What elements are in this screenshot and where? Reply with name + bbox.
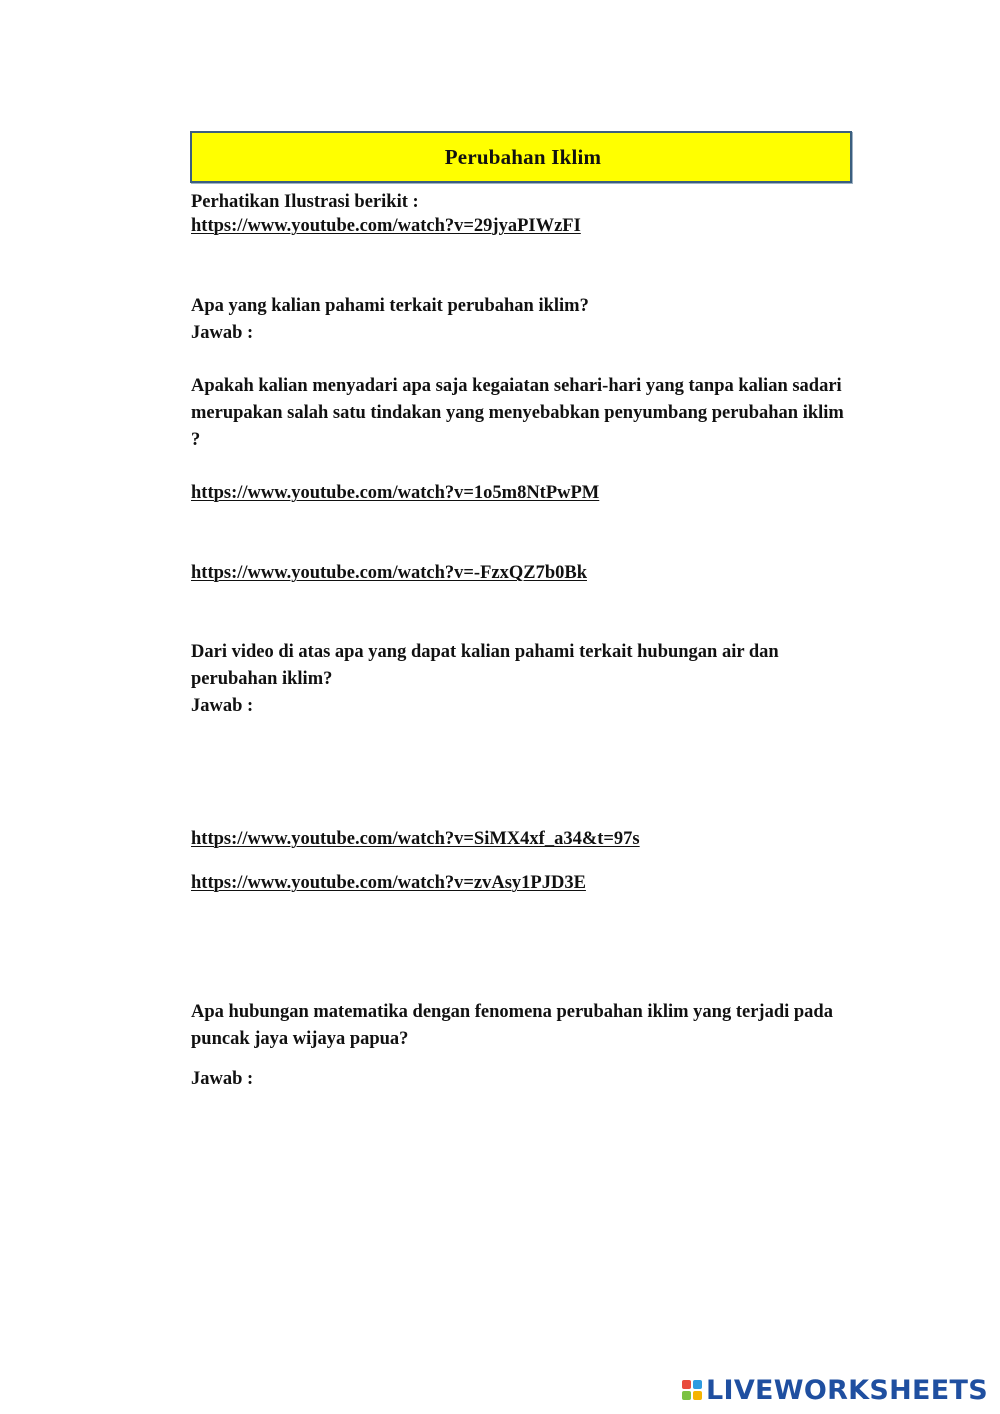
question-3-answer-label: Jawab : <box>191 696 254 716</box>
question-2: Apakah kalian menyadari apa saja kegaiatan sehari-hari yang tanpa kalian sadari merupakan salah satu tindakan yang menyebabkan penyumbang perubahan iklim ? <box>191 376 844 450</box>
logo-square-red <box>682 1380 691 1389</box>
question-4-answer-label: Jawab : <box>191 1069 254 1089</box>
question-4: Apa hubungan matematika dengan fenomena perubahan iklim yang terjadi pada puncak jaya wijaya papua? <box>191 1002 833 1049</box>
liveworksheets-logo <box>682 1374 988 1406</box>
liveworksheets-logo-icon <box>682 1380 702 1400</box>
logo-square-blue <box>693 1380 702 1389</box>
video-link-3[interactable]: https://www.youtube.com/watch?v=SiMX4xf_a34&t=97s <box>191 829 640 849</box>
video-link-1[interactable]: https://www.youtube.com/watch?v=1o5m8NtPwPM <box>191 483 600 503</box>
intro-video-link[interactable]: https://www.youtube.com/watch?v=29jyaPIWzFI <box>191 216 581 236</box>
logo-square-green <box>682 1391 691 1400</box>
worksheet-title-box <box>190 131 852 183</box>
question-3: Dari video di atas apa yang dapat kalian pahami terkait hubungan air dan perubahan iklim? <box>191 642 779 689</box>
question-1-answer-label: Jawab : <box>191 323 254 343</box>
question-1: Apa yang kalian pahami terkait perubahan iklim? <box>191 296 589 316</box>
intro-label: Perhatikan Ilustrasi berikit : <box>191 192 419 212</box>
logo-square-yellow <box>693 1391 702 1400</box>
worksheet-title: Perubahan Iklim <box>444 144 602 169</box>
video-link-2[interactable]: https://www.youtube.com/watch?v=-FzxQZ7b0Bk <box>191 563 587 583</box>
liveworksheets-brand-text: LIVEWORKSHEETS <box>705 1374 988 1406</box>
video-link-4[interactable]: https://www.youtube.com/watch?v=zvAsy1PJD3E <box>191 873 586 893</box>
